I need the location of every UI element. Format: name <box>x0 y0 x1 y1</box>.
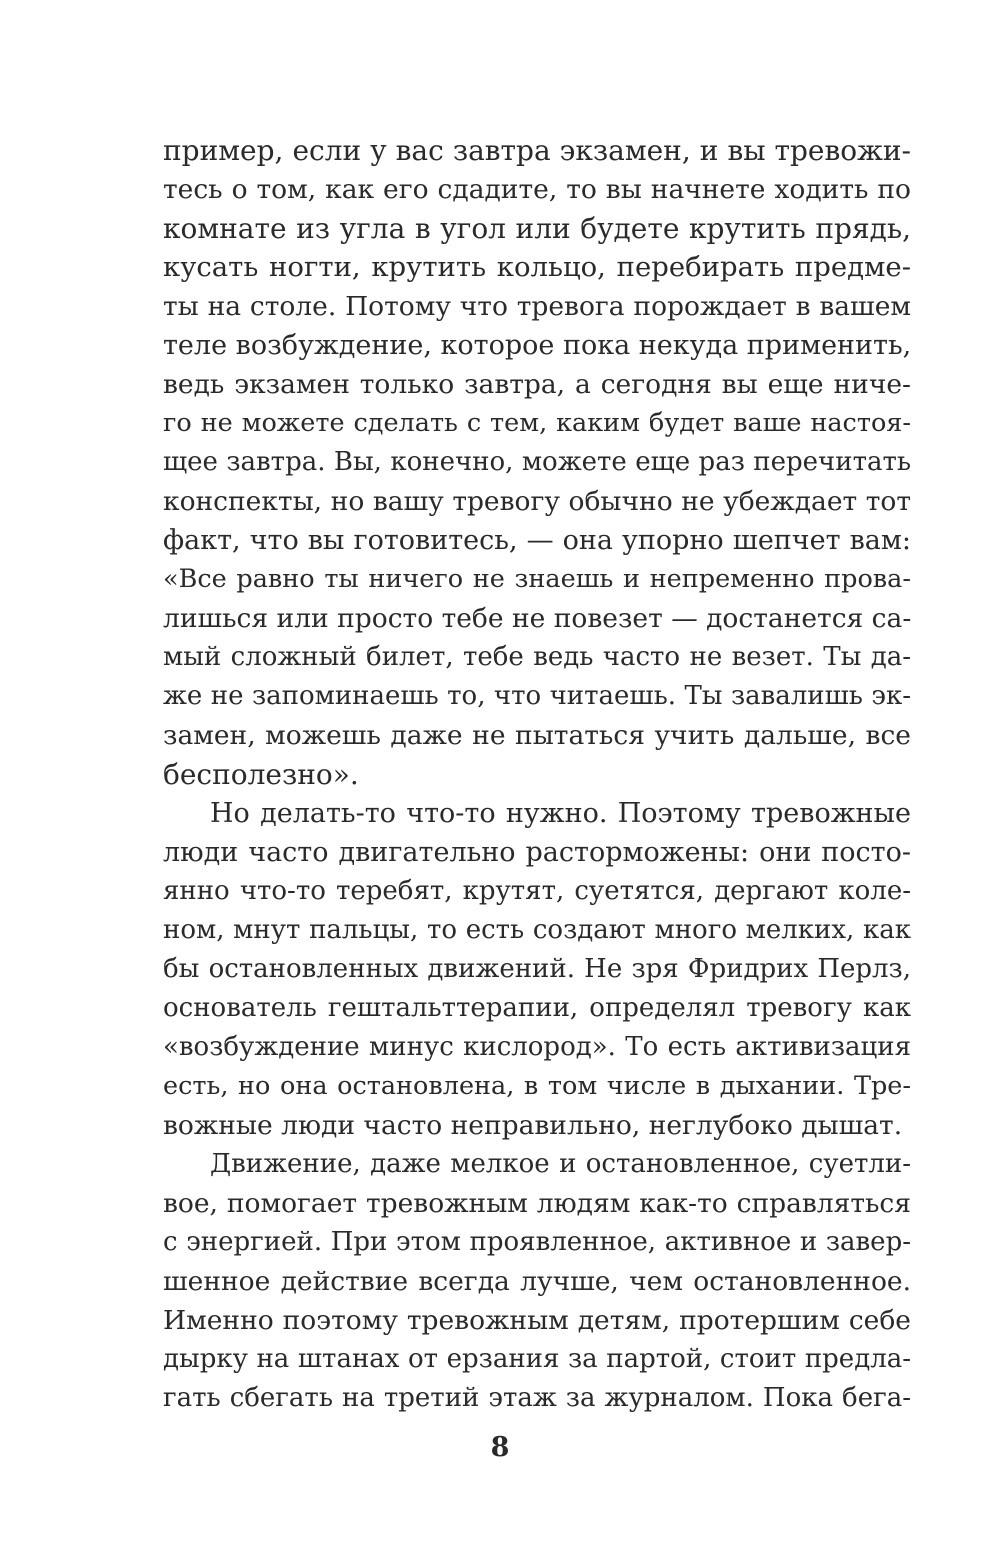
paragraph-1 <box>163 131 911 794</box>
text-line: щее завтра. Вы, конечно, можете еще раз перечитать <box>163 447 911 477</box>
text-line: лишься или просто тебе не повезет — достанется са- <box>163 603 911 634</box>
text-line: замен, можешь даже не пытаться учить дальше, все <box>163 720 911 751</box>
text-line: гать сбегать на третий этаж за журналом. Пока бега- <box>163 1383 911 1413</box>
text-line: бы остановленных движений. Не зря Фридрих Перлз, <box>163 954 911 984</box>
paragraph-2 <box>163 794 911 1145</box>
text-line: Движение, даже мелкое и остановленное, суетли- <box>210 1149 911 1179</box>
text-line: шенное действие всегда лучше, чем остановленное. <box>163 1266 911 1297</box>
text-line: конспекты, но вашу тревогу обычно не убеждает тот <box>163 486 911 517</box>
body-text <box>163 131 911 1418</box>
text-line: «возбуждение минус кислород». То есть активизация <box>163 1032 911 1062</box>
text-line: с энергией. При этом проявленное, активное и завер- <box>163 1227 911 1257</box>
text-line: люди часто двигательно расторможены: они посто- <box>163 837 911 868</box>
text-line: кусать ногти, крутить кольцо, перебирать предме- <box>163 251 911 283</box>
text-line: го не можете сделать с тем, каким будет ваше настоя- <box>163 408 911 438</box>
text-line: ты на столе. Потому что тревога порождает в вашем <box>163 291 911 322</box>
text-line: теле возбуждение, которое пока некуда применить, <box>163 330 911 361</box>
text-line: ведь экзамен только завтра, а сегодня вы еще ниче- <box>163 369 911 400</box>
text-line: основатель гештальттерапии, определял тревогу как <box>163 993 911 1023</box>
text-line: вое, помогает тревожным людям как-то справляться <box>163 1188 911 1219</box>
text-line: пример, если у вас завтра экзамен, и вы тревожи- <box>163 134 911 167</box>
text-line: Но делать-то что-то нужно. Поэтому тревожные <box>210 798 911 829</box>
text-line: тесь о том, как его сдадите, то вы начнете ходить по <box>163 174 911 205</box>
text-line: Именно поэтому тревожным детям, протершим себе <box>163 1305 911 1336</box>
text-line: же не запоминаешь то, что читаешь. Ты завалишь эк- <box>163 681 911 711</box>
text-line: мый сложный билет, тебе ведь часто не везет. Ты да- <box>163 642 911 672</box>
text-line: дырку на штанах от ерзания за партой, стоит предла- <box>163 1344 911 1374</box>
text-line: есть, но она остановлена, в том числе в дыхании. Тре- <box>163 1071 911 1101</box>
text-line: бесполезно». <box>163 758 359 791</box>
page-number: 8 <box>490 1432 510 1463</box>
text-line: факт, что вы готовитесь, — она упорно шепчет вам: <box>163 525 911 556</box>
text-line: ном, мнут пальцы, то есть создают много мелких, как <box>163 915 911 945</box>
text-line: комнате из угла в угол или будете крутить прядь, <box>163 212 911 245</box>
text-line: янно что-то теребят, крутят, суетятся, дергают коле- <box>163 876 911 906</box>
paragraph-3 <box>163 1145 911 1418</box>
text-line: вожные люди часто неправильно, неглубоко дышат. <box>163 1110 903 1141</box>
text-line: «Все равно ты ничего не знаешь и непременно прова- <box>163 564 911 594</box>
